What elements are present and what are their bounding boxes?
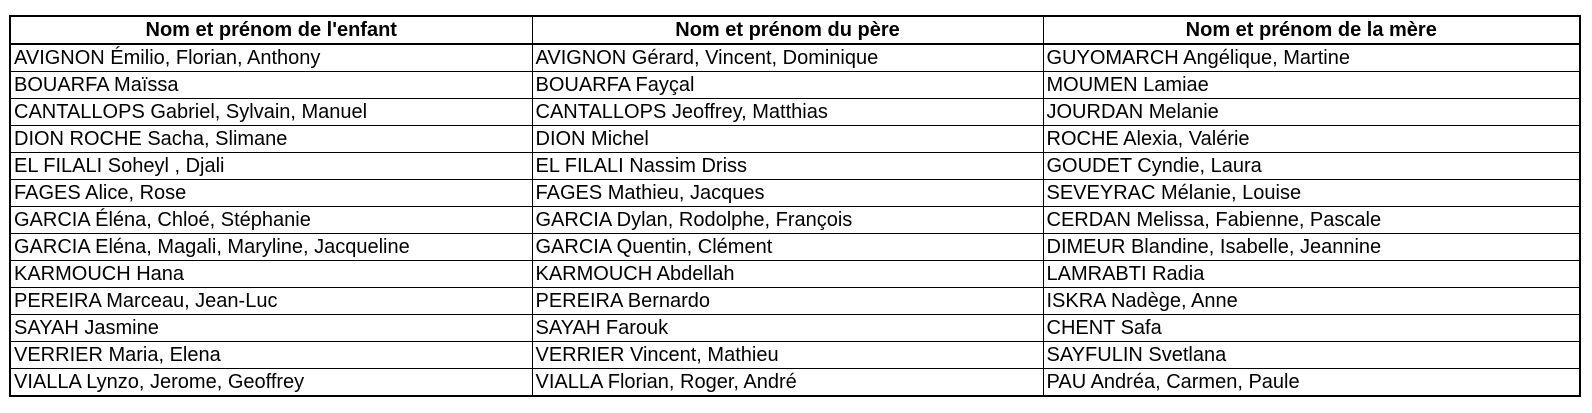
table-row: [10, 288, 1580, 315]
child-name-cell: VERRIER Maria, Elena: [10, 342, 532, 369]
mother-name-cell: GUYOMARCH Angélique, Martine: [1043, 44, 1580, 72]
table-row: [10, 72, 1580, 99]
table-row: [10, 234, 1580, 261]
father-name-cell: AVIGNON Gérard, Vincent, Dominique: [532, 44, 1043, 72]
column-header-mother: Nom et prénom de la mère: [1043, 16, 1580, 44]
table-row: [10, 261, 1580, 288]
table-row: [10, 44, 1580, 72]
father-name-cell: GARCIA Dylan, Rodolphe, François: [532, 207, 1043, 234]
mother-name-cell: SEVEYRAC Mélanie, Louise: [1043, 180, 1580, 207]
child-name-cell: PEREIRA Marceau, Jean-Luc: [10, 288, 532, 315]
father-name-cell: FAGES Mathieu, Jacques: [532, 180, 1043, 207]
mother-name-cell: GOUDET Cyndie, Laura: [1043, 153, 1580, 180]
mother-name-cell: CHENT Safa: [1043, 315, 1580, 342]
mother-name-cell: LAMRABTI Radia: [1043, 261, 1580, 288]
father-name-cell: CANTALLOPS Jeoffrey, Matthias: [532, 99, 1043, 126]
mother-name-cell: PAU Andréa, Carmen, Paule: [1043, 369, 1580, 397]
mother-name-cell: JOURDAN Melanie: [1043, 99, 1580, 126]
father-name-cell: DION Michel: [532, 126, 1043, 153]
child-name-cell: GARCIA Eléna, Magali, Maryline, Jacqueline: [10, 234, 532, 261]
table-row: [10, 207, 1580, 234]
table-row: [10, 369, 1580, 397]
child-name-cell: FAGES Alice, Rose: [10, 180, 532, 207]
child-name-cell: GARCIA Éléna, Chloé, Stéphanie: [10, 207, 532, 234]
father-name-cell: EL FILALI Nassim Driss: [532, 153, 1043, 180]
table-row: [10, 315, 1580, 342]
father-name-cell: VERRIER Vincent, Mathieu: [532, 342, 1043, 369]
child-name-cell: CANTALLOPS Gabriel, Sylvain, Manuel: [10, 99, 532, 126]
child-name-cell: VIALLA Lynzo, Jerome, Geoffrey: [10, 369, 532, 397]
father-name-cell: SAYAH Farouk: [532, 315, 1043, 342]
child-name-cell: AVIGNON Émilio, Florian, Anthony: [10, 44, 532, 72]
mother-name-cell: MOUMEN Lamiae: [1043, 72, 1580, 99]
table-row: [10, 126, 1580, 153]
father-name-cell: BOUARFA Fayçal: [532, 72, 1043, 99]
father-name-cell: KARMOUCH Abdellah: [532, 261, 1043, 288]
mother-name-cell: CERDAN Melissa, Fabienne, Pascale: [1043, 207, 1580, 234]
column-header-father: Nom et prénom du père: [532, 16, 1043, 44]
mother-name-cell: SAYFULIN Svetlana: [1043, 342, 1580, 369]
father-name-cell: VIALLA Florian, Roger, André: [532, 369, 1043, 397]
birth-registry-table: [9, 15, 1581, 397]
table-header-row: [10, 16, 1580, 44]
father-name-cell: PEREIRA Bernardo: [532, 288, 1043, 315]
child-name-cell: KARMOUCH Hana: [10, 261, 532, 288]
child-name-cell: DION ROCHE Sacha, Slimane: [10, 126, 532, 153]
child-name-cell: EL FILALI Soheyl , Djali: [10, 153, 532, 180]
table-row: [10, 153, 1580, 180]
father-name-cell: GARCIA Quentin, Clément: [532, 234, 1043, 261]
table-row: [10, 342, 1580, 369]
mother-name-cell: DIMEUR Blandine, Isabelle, Jeannine: [1043, 234, 1580, 261]
column-header-child: Nom et prénom de l'enfant: [10, 16, 532, 44]
mother-name-cell: ROCHE Alexia, Valérie: [1043, 126, 1580, 153]
table-row: [10, 99, 1580, 126]
mother-name-cell: ISKRA Nadège, Anne: [1043, 288, 1580, 315]
table-row: [10, 180, 1580, 207]
child-name-cell: SAYAH Jasmine: [10, 315, 532, 342]
child-name-cell: BOUARFA Maïssa: [10, 72, 532, 99]
